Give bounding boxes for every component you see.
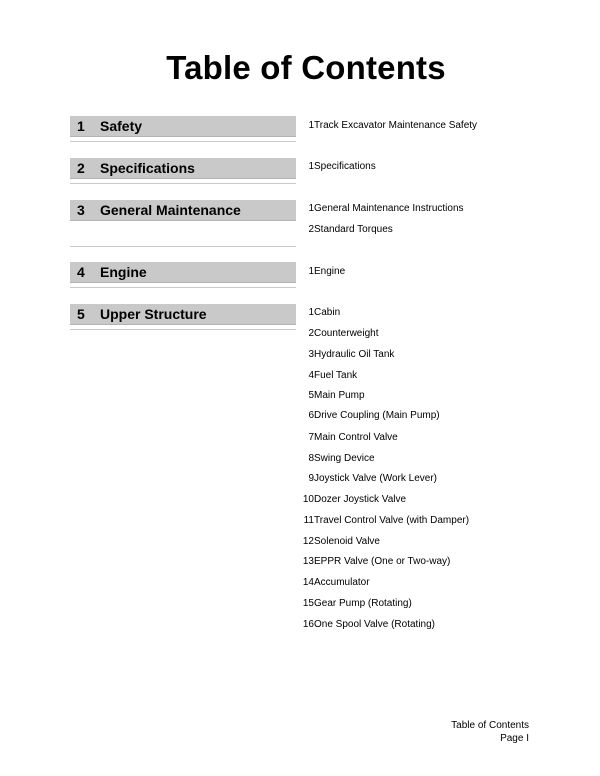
entry-number: 6 xyxy=(308,410,314,421)
entry-number: 1 xyxy=(308,120,314,131)
entry-title: Specifications xyxy=(314,161,376,172)
entry-number: 14 xyxy=(302,577,314,588)
section-divider xyxy=(70,183,296,184)
entry-number: 10 xyxy=(302,494,314,505)
section-divider xyxy=(70,141,296,142)
entry-title: Counterweight xyxy=(314,328,379,339)
section-number: 3 xyxy=(77,202,85,218)
section-title: Safety xyxy=(100,118,143,134)
entry-number: 5 xyxy=(308,390,314,401)
section-number: 5 xyxy=(77,306,85,322)
footer-doc-title: Table of Contents xyxy=(451,720,529,731)
entry-number: 1 xyxy=(308,161,314,172)
entry-title: Solenoid Valve xyxy=(314,536,380,547)
entry-title: Standard Torques xyxy=(314,224,393,235)
section-number: 2 xyxy=(77,160,85,176)
entry-number: 1 xyxy=(308,203,314,214)
section-header-general-maintenance[interactable] xyxy=(70,200,296,221)
entry-title: Main Pump xyxy=(314,390,365,401)
section-header-engine[interactable] xyxy=(70,262,296,283)
entry-number: 2 xyxy=(308,328,314,339)
entry-title: Drive Coupling (Main Pump) xyxy=(314,410,440,421)
entry-title: Dozer Joystick Valve xyxy=(314,494,407,505)
section-number: 1 xyxy=(77,118,85,134)
page-title: Table of Contents xyxy=(166,49,446,86)
section-divider xyxy=(70,329,296,330)
entry-title: EPPR Valve (One or Two-way) xyxy=(314,556,451,567)
entry-title: Accumulator xyxy=(314,577,370,588)
entry-title: Fuel Tank xyxy=(314,370,358,381)
entry-number: 7 xyxy=(308,432,314,443)
entry-number: 3 xyxy=(308,349,314,360)
entry-number: 13 xyxy=(302,556,314,567)
entry-number: 8 xyxy=(308,453,314,464)
entry-number: 16 xyxy=(302,619,314,630)
section-divider xyxy=(70,246,296,247)
section-divider xyxy=(70,287,296,288)
entry-title: Swing Device xyxy=(314,453,375,464)
entry-title: Hydraulic Oil Tank xyxy=(314,349,395,360)
section-title: Engine xyxy=(100,264,147,280)
section-title: Specifications xyxy=(100,160,195,176)
entry-title: Main Control Valve xyxy=(314,432,398,443)
entry-title: Travel Control Valve (with Damper) xyxy=(314,515,470,526)
entry-title: Engine xyxy=(314,266,346,277)
entry-number: 1 xyxy=(308,266,314,277)
section-header-upper-structure[interactable] xyxy=(70,304,296,325)
entry-title: Track Excavator Maintenance Safety xyxy=(314,120,478,131)
entry-number: 1 xyxy=(308,307,314,318)
section-number: 4 xyxy=(77,264,85,280)
entry-title: Gear Pump (Rotating) xyxy=(314,598,412,609)
page-footer xyxy=(451,719,529,745)
entry-title: General Maintenance Instructions xyxy=(314,203,464,214)
entry-number: 11 xyxy=(303,515,314,526)
entry-number: 2 xyxy=(308,224,314,235)
footer-page-number: Page I xyxy=(500,733,529,744)
entry-number: 12 xyxy=(302,536,314,547)
section-header-safety[interactable] xyxy=(70,116,296,137)
entry-number: 9 xyxy=(308,473,314,484)
entry-title: Joystick Valve (Work Lever) xyxy=(314,473,437,484)
entry-title: One Spool Valve (Rotating) xyxy=(314,619,435,630)
section-title: Upper Structure xyxy=(100,306,207,322)
section-header-specifications[interactable] xyxy=(70,158,296,179)
entry-title: Cabin xyxy=(314,307,341,318)
section-title: General Maintenance xyxy=(100,202,241,218)
entry-number: 15 xyxy=(302,598,314,609)
entry-number: 4 xyxy=(308,370,314,381)
